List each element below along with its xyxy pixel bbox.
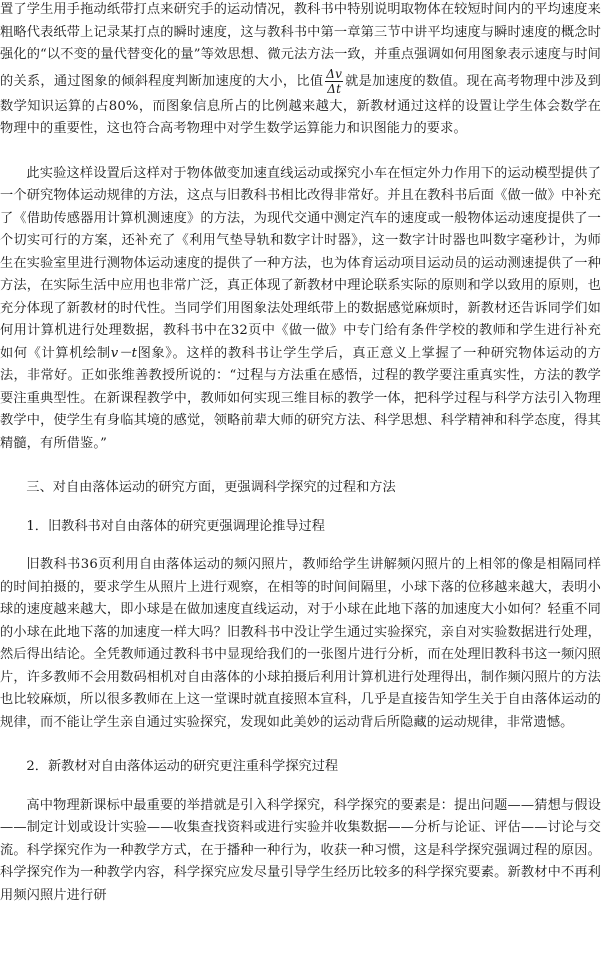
paragraph-spacer: [0, 141, 601, 163]
paragraph-spacer: [0, 500, 601, 516]
paragraph-scientific-inquiry: 高中物理新课标中最重要的举措就是引入科学探究，科学探究的要素是：提出问题——猜想与假设——制定计划或设计实验——收集查找资料或进行实验并收集数据——分析与论证、评估——讨论与交流。科学探究作为一种教学方式，在于播种一种行为，收获一种习惯，这是科学探究强调过程的原因。科学探究作为一种教学内容，科学探究应发尽量引导学生经历比较多的科学探究要素。新教材中不再利用频闪照片进行研: [0, 797, 601, 903]
fraction-numerator: Δv: [326, 66, 343, 81]
fraction-denominator: Δt: [327, 81, 342, 96]
paragraph-old-textbook: 旧教科书36页利用自由落体运动的频闪照片，教师给学生讲解频闪照片的上相邻的像是相隔同样的时间拍摄的，要求学生从照片上进行观察，在相等的时间间隔里，小球下落的位移越来越大，表明小球的速度越来越大，即小球是在做加速度直线运动，对于小球在此地下落的加速度大小如何？轻重不同的小球在此地下落的加速度一样大吗？旧教科书中没让学生通过实验探究，亲自对实验数据进行处理，然后得出结论。全凭教师通过教科书中显现给我们的一张图片进行分析，而在处理旧教科书这一频闪照片，许多教师不会用数码相机对自由落体的小球拍摄后利用计算机进行处理得出，制作频闪照片的方法也比较麻烦，所以很多教师在上这一堂课时就直接照本宣科，几乎是直接告知学生关于自由落体运动的规律，而不能让学生亲自通过实验探究，发现如此美妙的运动背后所隐藏的运动规律，非常遗憾。: [0, 557, 601, 730]
paragraph-spacer: [0, 455, 601, 477]
paragraph-velocity-graph: [0, 0, 601, 141]
paragraph-text: 置了学生用手拖动纸带打点来研究手的运动情况，教科书中特别说明取物体在较短时间内的平均速度来粗略代表纸带上记录某打点的瞬时速度，这与教科书中第一章第三节中讲平均速度与瞬时速度的概念时强化的“以不变的量代替变化的量”等效思想、微元法方法一致，并重点强调如何用图象表示速度与时间的关系，通过图象的倾斜程度判断加速度的大小，比值: [0, 2, 601, 89]
paragraph-experiment-setup: [0, 163, 601, 456]
paragraph-spacer: [0, 734, 601, 756]
paragraph-text: 图象》。这样的教科书让学生学后，真正意义上掌握了一种研究物体运动的方法，非常好。正如张维善教授所说的：“过程与方法重在感悟，过程的教学要注重真实性，方法的教学要注重典型性。在新课程教学中，教师如何实现三维目标的教学一体，把科学过程与科学方法引入物理教学中，使学生有身临其境的感觉，领略前辈大师的研究方法、科学思想、科学精神和科学态度，得其精髓，有所借鉴。”: [0, 345, 602, 451]
section-heading-free-fall: 三、对自由落体运动的研究方面，更强调科学探究的过程和方法: [26, 480, 396, 495]
paragraph-spacer: [0, 538, 601, 554]
vt-symbol: v－t: [110, 345, 138, 361]
fraction-dv-dt: [325, 67, 343, 96]
paragraph-spacer: [0, 779, 601, 795]
paragraph-text: 此实验这样设置后这样对于物体做变加速直线运动或探究小车在恒定外力作用下的运动模型提供了一个研究物体运动规律的方法，这点与旧教科书相比改得非常好。并且在教科书后面《做一做》中补充了《借助传感器用计算机测速度》的方法，为现代交通中测定汽车的速度或一般物体运动速度提供了一个切实可行的方案，还补充了《利用气垫导轨和数字计时器》，这一数字计时器也叫数字毫秒计，为师生在实验室里进行测物体运动速度的提供了一种方法，也为体育运动项目运动员的运动测速提供了一种方法，在实际生活中应用也非常广泛，真正体现了新教材中理论联系实际的原则和学以致用的原则，也充分体现了新教材的时代性。当同学们用图象法处理纸带上的数据感觉麻烦时，新教材还告诉同学们如何用计算机进行处理数据，教科书中在32页中《做一做》中专门给有条件学校的教师和学生进行补充如何《计算机绘制: [0, 165, 601, 361]
subsection-heading-old-textbook: 1．旧教科书对自由落体的研究更强调理论推导过程: [26, 518, 325, 534]
paragraph-text: 就是加速度的数值。现在高考物理中涉及到数学知识运算的占80%，而图象信息所占的比例越来越大，新教材通过这样的设置让学生体会数学在物理中的重要性，这也符合高考物理中对学生数学运算能力和识图能力的要求。: [0, 73, 601, 136]
subsection-heading-new-textbook: 2．新教材对自由落体运动的研究更注重科学探究过程: [26, 759, 339, 774]
